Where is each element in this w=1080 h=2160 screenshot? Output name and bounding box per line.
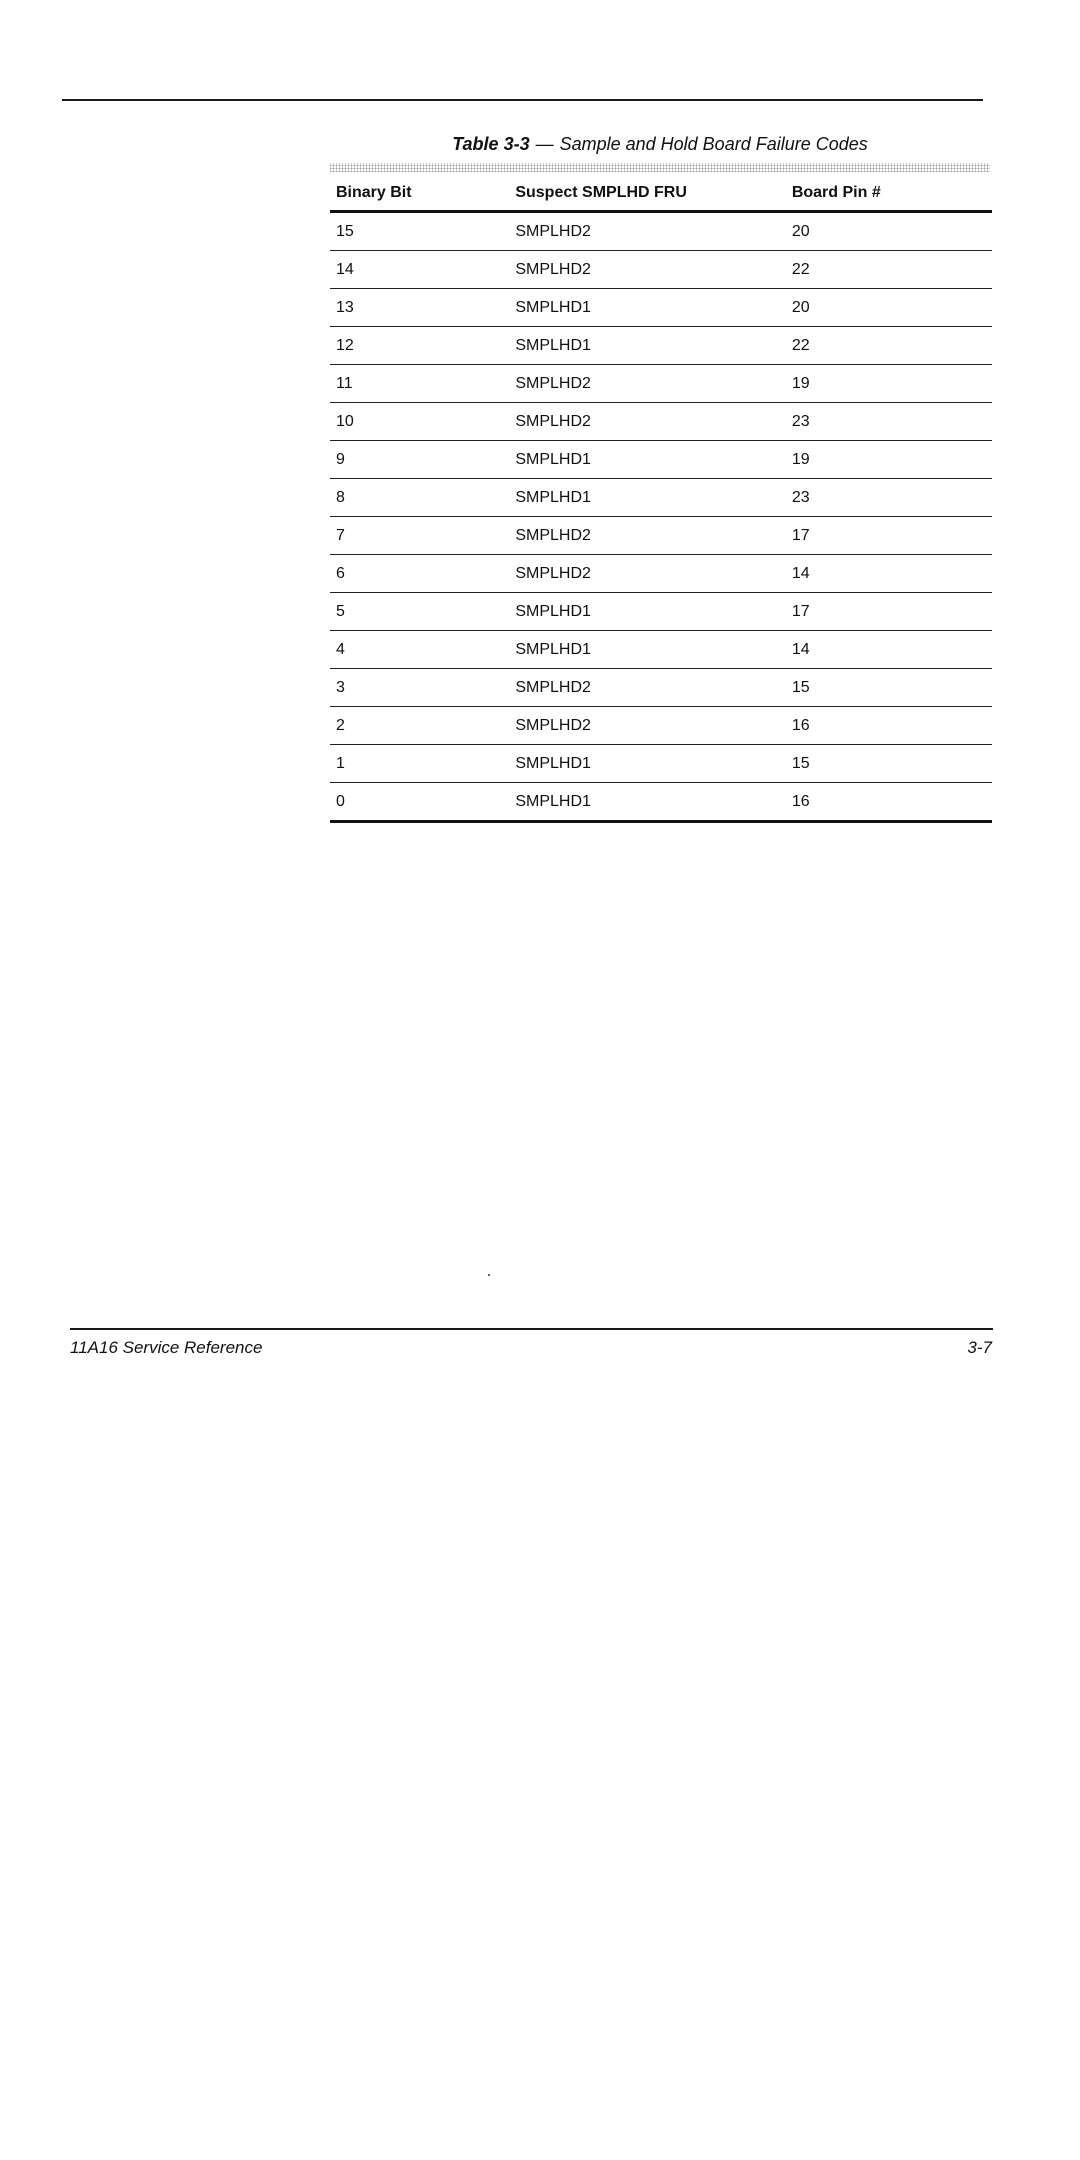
cell-suspect-fru: SMPLHD2 bbox=[509, 555, 786, 593]
cell-suspect-fru: SMPLHD2 bbox=[509, 212, 786, 251]
speck-mark bbox=[488, 1274, 490, 1276]
cell-board-pin: 15 bbox=[786, 669, 992, 707]
cell-binary-bit: 7 bbox=[330, 517, 509, 555]
table-row bbox=[330, 365, 992, 403]
cell-binary-bit: 12 bbox=[330, 327, 509, 365]
failure-codes-table bbox=[330, 176, 992, 823]
cell-board-pin: 16 bbox=[786, 783, 992, 822]
cell-suspect-fru: SMPLHD2 bbox=[509, 365, 786, 403]
table-row bbox=[330, 479, 992, 517]
cell-binary-bit: 1 bbox=[330, 745, 509, 783]
cell-suspect-fru: SMPLHD2 bbox=[509, 403, 786, 441]
table-row bbox=[330, 441, 992, 479]
cell-board-pin: 23 bbox=[786, 403, 992, 441]
cell-board-pin: 19 bbox=[786, 365, 992, 403]
cell-board-pin: 20 bbox=[786, 212, 992, 251]
cell-suspect-fru: SMPLHD2 bbox=[509, 251, 786, 289]
cell-binary-bit: 2 bbox=[330, 707, 509, 745]
cell-binary-bit: 3 bbox=[330, 669, 509, 707]
table-row bbox=[330, 517, 992, 555]
cell-board-pin: 14 bbox=[786, 631, 992, 669]
caption-shade-band bbox=[330, 163, 990, 172]
footer-rule bbox=[70, 1328, 993, 1330]
footer-manual-title: 11A16 Service Reference bbox=[70, 1338, 263, 1357]
cell-binary-bit: 8 bbox=[330, 479, 509, 517]
cell-suspect-fru: SMPLHD1 bbox=[509, 745, 786, 783]
table-row bbox=[330, 212, 992, 251]
top-rule bbox=[62, 99, 983, 101]
table-row bbox=[330, 669, 992, 707]
cell-board-pin: 17 bbox=[786, 593, 992, 631]
table-row bbox=[330, 593, 992, 631]
cell-binary-bit: 15 bbox=[330, 212, 509, 251]
table-row bbox=[330, 251, 992, 289]
header-binary-bit: Binary Bit bbox=[330, 176, 509, 212]
cell-board-pin: 15 bbox=[786, 745, 992, 783]
cell-board-pin: 19 bbox=[786, 441, 992, 479]
cell-board-pin: 22 bbox=[786, 327, 992, 365]
cell-suspect-fru: SMPLHD1 bbox=[509, 479, 786, 517]
cell-suspect-fru: SMPLHD1 bbox=[509, 441, 786, 479]
header-suspect-fru: Suspect SMPLHD FRU bbox=[509, 176, 786, 212]
table-row bbox=[330, 555, 992, 593]
cell-binary-bit: 4 bbox=[330, 631, 509, 669]
cell-binary-bit: 14 bbox=[330, 251, 509, 289]
cell-suspect-fru: SMPLHD1 bbox=[509, 783, 786, 822]
cell-board-pin: 16 bbox=[786, 707, 992, 745]
cell-board-pin: 14 bbox=[786, 555, 992, 593]
cell-binary-bit: 0 bbox=[330, 783, 509, 822]
header-board-pin: Board Pin # bbox=[786, 176, 992, 212]
table-row bbox=[330, 327, 992, 365]
footer-page-number: 3-7 bbox=[967, 1338, 992, 1357]
table-caption-dash: — bbox=[535, 134, 554, 154]
table-row bbox=[330, 631, 992, 669]
cell-binary-bit: 9 bbox=[330, 441, 509, 479]
table-row bbox=[330, 745, 992, 783]
table-row bbox=[330, 289, 992, 327]
cell-board-pin: 23 bbox=[786, 479, 992, 517]
cell-board-pin: 20 bbox=[786, 289, 992, 327]
table-row bbox=[330, 783, 992, 822]
cell-suspect-fru: SMPLHD2 bbox=[509, 707, 786, 745]
cell-suspect-fru: SMPLHD1 bbox=[509, 631, 786, 669]
cell-binary-bit: 11 bbox=[330, 365, 509, 403]
cell-binary-bit: 13 bbox=[330, 289, 509, 327]
cell-board-pin: 17 bbox=[786, 517, 992, 555]
table-header-row bbox=[330, 176, 992, 212]
cell-binary-bit: 5 bbox=[330, 593, 509, 631]
cell-suspect-fru: SMPLHD1 bbox=[509, 593, 786, 631]
cell-binary-bit: 10 bbox=[330, 403, 509, 441]
cell-board-pin: 22 bbox=[786, 251, 992, 289]
cell-suspect-fru: SMPLHD1 bbox=[509, 289, 786, 327]
table-caption-number: Table 3-3 bbox=[452, 134, 530, 154]
cell-suspect-fru: SMPLHD1 bbox=[509, 327, 786, 365]
cell-binary-bit: 6 bbox=[330, 555, 509, 593]
cell-suspect-fru: SMPLHD2 bbox=[509, 669, 786, 707]
table-row bbox=[330, 707, 992, 745]
table-caption-title: Sample and Hold Board Failure Codes bbox=[559, 134, 868, 154]
table-caption bbox=[330, 132, 990, 156]
table-row bbox=[330, 403, 992, 441]
cell-suspect-fru: SMPLHD2 bbox=[509, 517, 786, 555]
